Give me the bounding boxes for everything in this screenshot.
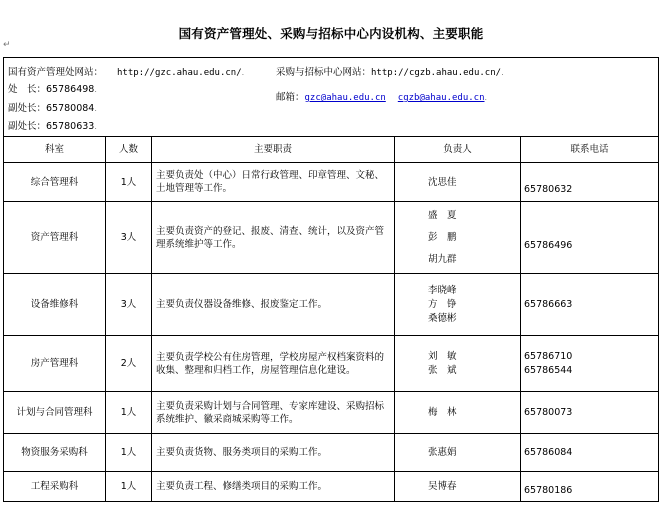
dept-cell: 工程采购科: [4, 472, 106, 502]
duty-cell: 主要负责资产的登记、报废、清查、统计，以及资产管理系统维护等工作。: [152, 202, 395, 274]
phone-number: 65786710: [524, 350, 573, 362]
email-line: 邮箱：gzc@ahau.edu.cn cgzb@ahau.edu.cn.: [276, 92, 488, 103]
dept-cell: 资产管理科: [4, 202, 106, 274]
phone-number: 65780186: [524, 485, 573, 496]
phone-cell: [521, 336, 659, 392]
director-phone-text: 处 长：65786498: [8, 84, 95, 95]
duty-cell: 主要负责货物、服务类项目的采购工作。: [152, 434, 395, 472]
purchase-site-label: 采购与招标中心网站：: [276, 67, 372, 78]
deputy1-phone: 副处长：65780084.: [8, 103, 97, 114]
phone-cell: [521, 202, 659, 274]
person-name: 吴博春: [428, 481, 457, 492]
phone-number: 65780632: [524, 183, 573, 195]
header-duty: 主要职责: [152, 137, 395, 163]
dept-cell: 房产管理科: [4, 336, 106, 392]
phone-number: 65786544: [524, 364, 573, 376]
duty-cell: 主要负责处（中心）日常行政管理、印章管理、文秘、土地管理等工作。: [152, 163, 395, 202]
deputy2-phone-text: 副处长：65780633: [8, 121, 95, 132]
duty-cell: 主要负责仪器设备维修、报废鉴定工作。: [152, 274, 395, 336]
person-name: 彭 鹏: [428, 231, 457, 243]
paragraph-mark-icon: ↵: [3, 40, 11, 50]
person-cell: [395, 392, 521, 434]
table-row: [4, 274, 659, 336]
person-cell: [395, 434, 521, 472]
count-cell: 2人: [106, 336, 152, 392]
dept-cell: 物资服务采购科: [4, 434, 106, 472]
asset-site-url[interactable]: http://gzc.ahau.edu.cn/: [117, 68, 242, 78]
person-cell: [395, 274, 521, 336]
dept-cell: 计划与合同管理科: [4, 392, 106, 434]
header-count: 人数: [106, 137, 152, 163]
purchase-site-line: 采购与招标中心网站：http://cgzb.ahau.edu.cn/.: [276, 67, 504, 78]
person-cell: [395, 336, 521, 392]
phone-number: 65786496: [524, 240, 573, 251]
count-cell: 1人: [106, 472, 152, 502]
email-link-gzc[interactable]: gzc@ahau.edu.cn: [304, 93, 386, 103]
count-cell: 3人: [106, 202, 152, 274]
duty-cell: 主要负责采购计划与合同管理、专家库建设、采购招标系统维护、徽采商城采购等工作。: [152, 392, 395, 434]
phone-cell: 65780073: [521, 392, 659, 434]
person-cell: [395, 472, 521, 502]
table-row: [4, 163, 659, 202]
dept-cell: 设备维修科: [4, 274, 106, 336]
asset-site-label: 国有资产管理处网站：: [8, 67, 104, 78]
person-name: 沈思佳: [428, 176, 457, 188]
header-person: 负责人: [395, 137, 521, 163]
person-name: 方 铮: [428, 298, 457, 310]
deputy1-phone-text: 副处长：65780084: [8, 103, 95, 114]
department-table: [3, 57, 659, 502]
table-row: [4, 434, 659, 472]
count-cell: 1人: [106, 434, 152, 472]
person-name: 梅 林: [428, 407, 457, 418]
person-name: 桑德彬: [428, 312, 457, 324]
duty-cell: 主要负责学校公有住房管理，学校房屋产权档案资料的收集、整理和归档工作，房屋管理信息化建设。: [152, 336, 395, 392]
phone-cell: 65786084: [521, 434, 659, 472]
person-name: 李晓峰: [428, 284, 457, 296]
document-title: 国有资产管理处、采购与招标中心内设机构、主要职能: [178, 26, 484, 41]
count-cell: 3人: [106, 274, 152, 336]
person-name: 胡九群: [428, 253, 457, 265]
table-row: [4, 336, 659, 392]
table-header-row: [4, 137, 659, 163]
duty-cell: 主要负责工程、修缮类项目的采购工作。: [152, 472, 395, 502]
email-link-cgzb[interactable]: cgzb@ahau.edu.cn: [397, 93, 485, 103]
contact-info-cell: [4, 58, 659, 137]
deputy2-phone: 副处长：65780633.: [8, 121, 97, 132]
count-cell: 1人: [106, 163, 152, 202]
table-row: [4, 472, 659, 502]
email-label: 邮箱：: [276, 92, 305, 103]
header-phone: 联系电话: [521, 137, 659, 163]
person-name: 刘 敏: [428, 350, 457, 362]
purchase-site-url[interactable]: http://cgzb.ahau.edu.cn/: [371, 68, 502, 78]
table-row: [4, 202, 659, 274]
person-cell: [395, 163, 521, 202]
phone-cell: 65786663: [521, 274, 659, 336]
count-cell: 1人: [106, 392, 152, 434]
asset-site-line: 国有资产管理处网站： http://gzc.ahau.edu.cn/.: [8, 67, 245, 78]
phone-cell: [521, 163, 659, 202]
table-row: [4, 392, 659, 434]
person-cell: [395, 202, 521, 274]
header-dept: 科室: [4, 137, 106, 163]
person-name: 张 斌: [428, 364, 457, 376]
dept-cell: 综合管理科: [4, 163, 106, 202]
director-phone: 处 长：65786498.: [8, 84, 97, 95]
phone-cell: [521, 472, 659, 502]
person-name: 盛 夏: [428, 209, 457, 221]
person-name: 张惠娟: [428, 447, 457, 458]
